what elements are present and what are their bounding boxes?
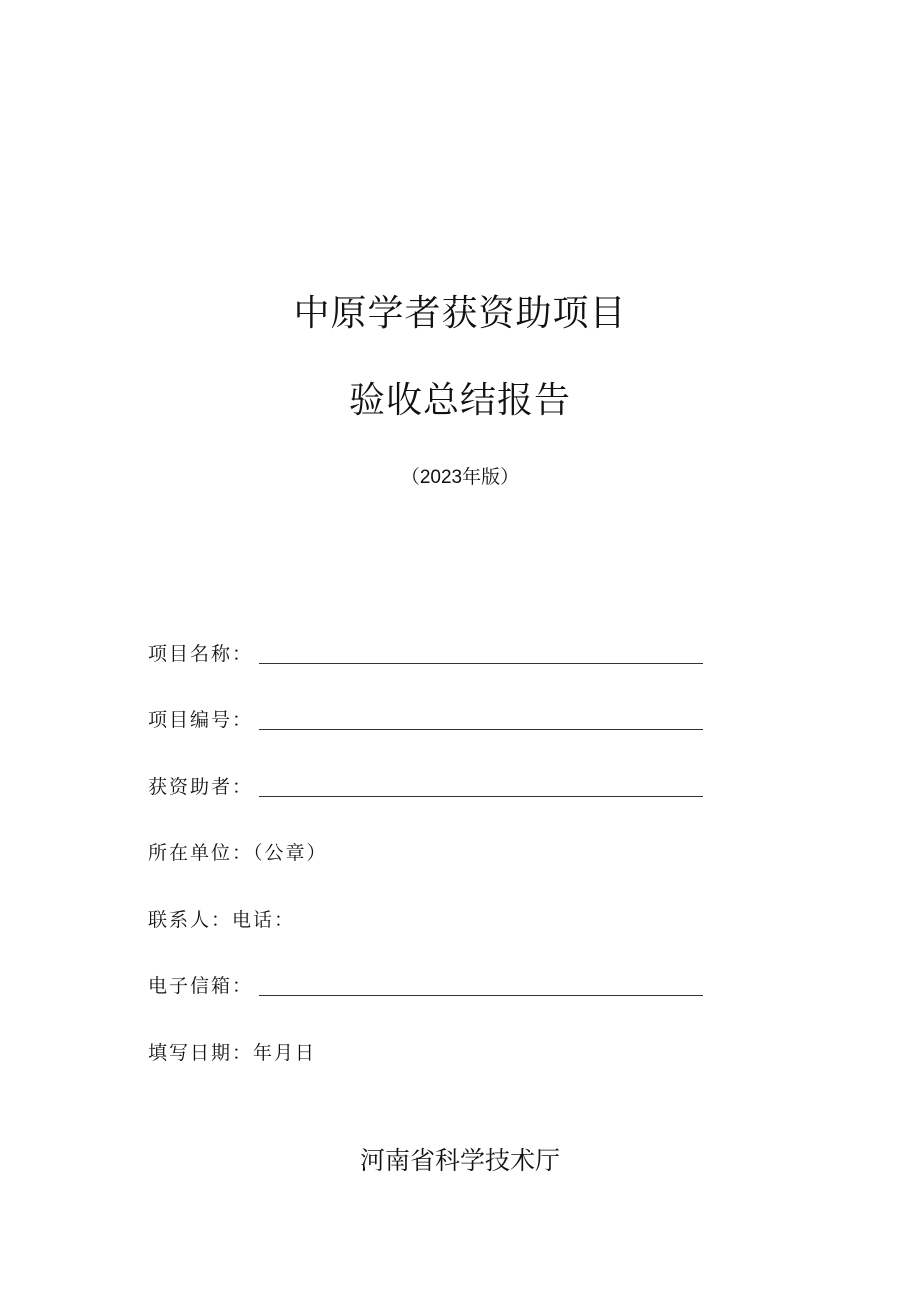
issuer-name: 河南省科学技术厅	[359, 1146, 560, 1175]
grantee-blank-line	[259, 776, 703, 797]
email-blank-line	[259, 975, 703, 996]
unit-field	[148, 837, 328, 865]
fill-date-field	[148, 1037, 316, 1065]
grantee-field	[148, 771, 703, 799]
title-line-2: 验收总结报告	[348, 380, 571, 421]
unit-label: 所在单位：（公章）	[148, 842, 328, 864]
fill-date-label: 填写日期：年月日	[148, 1042, 317, 1064]
project-name-blank-line	[259, 643, 703, 664]
project-number-field	[148, 704, 703, 732]
contact-label: 联系人：电话：	[148, 909, 296, 931]
project-name-label: 项目名称：	[148, 643, 254, 665]
project-number-label: 项目编号：	[148, 709, 254, 731]
title-line-1: 中原学者获资助项目	[293, 293, 627, 334]
edition-label: （2023年版）	[400, 467, 520, 488]
project-name-field	[148, 638, 703, 666]
email-label: 电子信箱：	[148, 975, 254, 997]
contact-field	[148, 904, 295, 932]
project-number-blank-line	[259, 709, 703, 730]
email-field	[148, 970, 703, 998]
grantee-label: 获资助者：	[148, 776, 254, 798]
